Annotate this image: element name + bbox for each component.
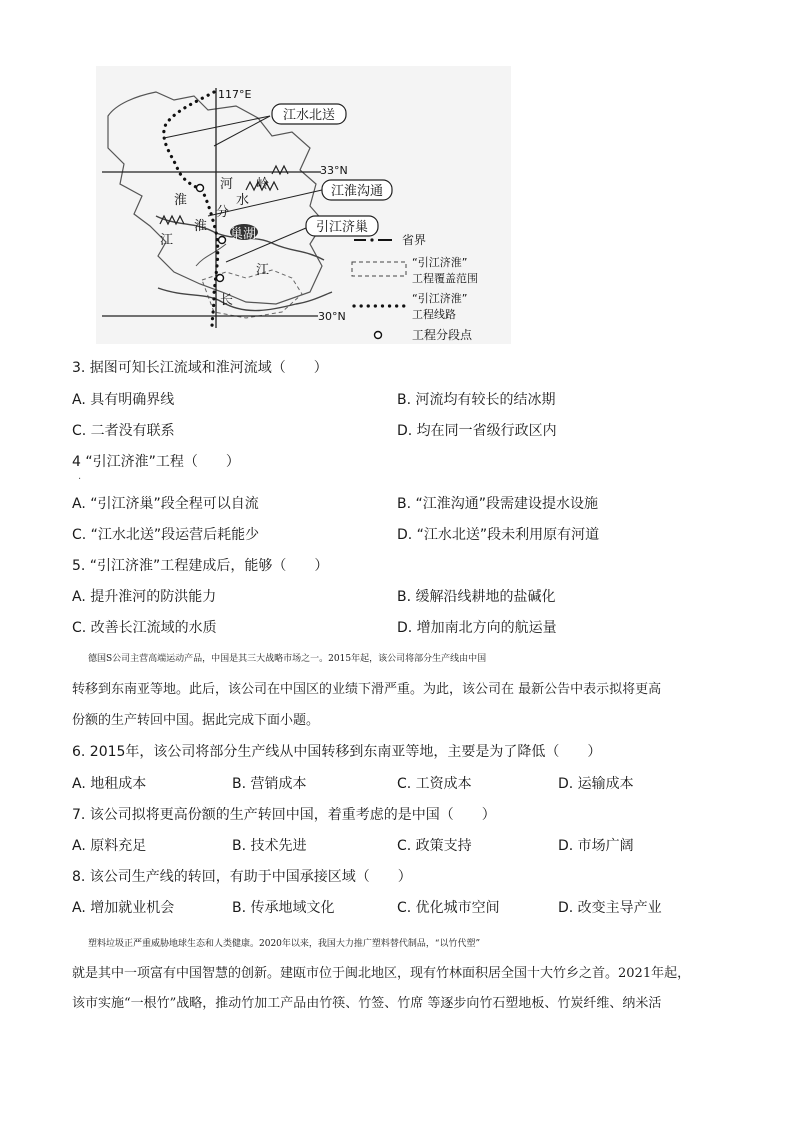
question-5-option-b[interactable]: B. 缓解沿线耕地的盐碱化 <box>397 589 556 605</box>
place-chaohu: 巢湖 <box>230 227 257 242</box>
question-3-option-a[interactable]: A. 具有明确界线 <box>72 392 175 408</box>
place-huai-2: 淮 <box>194 219 208 234</box>
callout-jiangshui-beisong: 江水北送 <box>282 108 336 123</box>
place-jiang-2: 江 <box>256 263 270 278</box>
question-8-option-d[interactable]: D. 改变主导产业 <box>558 900 662 916</box>
segment-point <box>197 185 204 192</box>
question-3-option-d[interactable]: D. 均在同一省级行政区内 <box>397 423 557 439</box>
question-4-stem: 4 “引江济淮”工程（ ） <box>72 454 240 470</box>
question-6-option-c[interactable]: C. 工资成本 <box>397 776 472 792</box>
question-4-option-b[interactable]: B. “江淮沟通”段需建设提水设施 <box>397 496 599 512</box>
question-5-option-c[interactable]: C. 改善长江流域的水质 <box>72 620 217 636</box>
callout-yinjiang-jichao: 引江济巢 <box>315 220 369 235</box>
legend-route-label-1: “引江济淮” <box>412 292 468 305</box>
place-chang: 长 <box>220 293 234 308</box>
passage-2-line-1: 塑料垃圾正严重威胁地球生态和人类健康。2020年以来，我国大力推广塑料替代制品，“以竹代塑” <box>88 939 481 949</box>
place-fen: 分 <box>216 205 230 220</box>
passage-1-line-1: 德国S公司主营高端运动产品，中国是其三大战略市场之一。2015年起，该公司将部分生产线由中国 <box>88 654 487 664</box>
passage-2-line-2: 就是其中一项富有中国智慧的创新。建瓯市位于闽北地区，现有竹林面积居全国十大竹乡之首。2021年起， <box>72 966 691 981</box>
question-3-option-b[interactable]: B. 河流均有较长的结冰期 <box>397 392 556 408</box>
place-he: 河 <box>220 177 234 192</box>
map-figure <box>96 66 511 344</box>
question-3-option-c[interactable]: C. 二者没有联系 <box>72 423 175 439</box>
place-jiang: 江 <box>160 233 174 248</box>
question-5-option-d[interactable]: D. 增加南北方向的航运量 <box>397 620 557 636</box>
question-7-option-b[interactable]: B. 技术先进 <box>232 838 307 854</box>
question-4-option-a[interactable]: A. “引江济巢”段全程可以自流 <box>72 496 259 512</box>
question-6-stem: 6. 2015年，该公司将部分生产线从中国转移到东南亚等地，主要是为了降低（ ） <box>72 744 602 760</box>
question-6-option-a[interactable]: A. 地租成本 <box>72 776 147 792</box>
place-ling: 岭 <box>256 177 270 192</box>
question-8-option-b[interactable]: B. 传承地域文化 <box>232 900 335 916</box>
legend-coverage-label-1: “引江济淮” <box>412 256 468 269</box>
question-5-option-a[interactable]: A. 提升淮河的防洪能力 <box>72 589 217 605</box>
question-4-option-d[interactable]: D. “江水北送”段未利用原有河道 <box>397 527 600 543</box>
question-7-stem: 7. 该公司拟将更高份额的生产转回中国，着重考虑的是中国（ ） <box>72 807 496 823</box>
question-3-stem: 3. 据图可知长江流域和淮河流域（ ） <box>72 360 328 376</box>
legend-border-symbol <box>370 238 373 241</box>
legend-segment-symbol <box>375 332 382 339</box>
question-7-option-d[interactable]: D. 市场广阔 <box>558 838 634 854</box>
legend-border-label: 省界 <box>402 233 427 247</box>
legend-coverage-label-2: 工程覆盖范围 <box>412 272 478 285</box>
map-svg <box>96 66 511 344</box>
lat-30n-label: 30°N <box>318 310 346 323</box>
place-shui: 水 <box>236 193 250 208</box>
stray-dot: · <box>78 474 82 485</box>
question-5-stem: 5. “引江济淮”工程建成后，能够（ ） <box>72 558 329 574</box>
passage-1-line-3: 份额的生产转回中国。据此完成下面小题。 <box>72 713 320 728</box>
question-8-option-a[interactable]: A. 增加就业机会 <box>72 900 175 916</box>
question-8-stem: 8. 该公司生产线的转回，有助于中国承接区域（ ） <box>72 869 412 885</box>
passage-2-line-3: 该市实施“一根竹”战略，推动竹加工产品由竹筷、竹签、竹席 等逐步向竹石塑地板、竹炭纤维、纳米活 <box>72 996 662 1011</box>
question-4-option-c[interactable]: C. “江水北送”段运营后耗能少 <box>72 527 260 543</box>
place-huai: 淮 <box>174 193 188 208</box>
legend-route-label-2: 工程线路 <box>412 308 456 321</box>
segment-point <box>217 275 224 282</box>
question-8-option-c[interactable]: C. 优化城市空间 <box>397 900 500 916</box>
question-6-option-d[interactable]: D. 运输成本 <box>558 776 634 792</box>
question-7-option-a[interactable]: A. 原料充足 <box>72 838 147 854</box>
question-7-option-c[interactable]: C. 政策支持 <box>397 838 472 854</box>
legend-segment-label: 工程分段点 <box>412 328 473 342</box>
lat-33n-label: 33°N <box>320 164 348 177</box>
passage-1-line-2: 转移到东南亚等地。此后，该公司在中国区的业绩下滑严重。为此，该公司在 最新公告中表示拟将更高 <box>72 682 662 697</box>
question-6-option-b[interactable]: B. 营销成本 <box>232 776 307 792</box>
callout-jianghuai-goutong: 江淮沟通 <box>330 184 384 199</box>
lon-117e-label: 117°E <box>218 88 252 101</box>
segment-point <box>219 237 226 244</box>
